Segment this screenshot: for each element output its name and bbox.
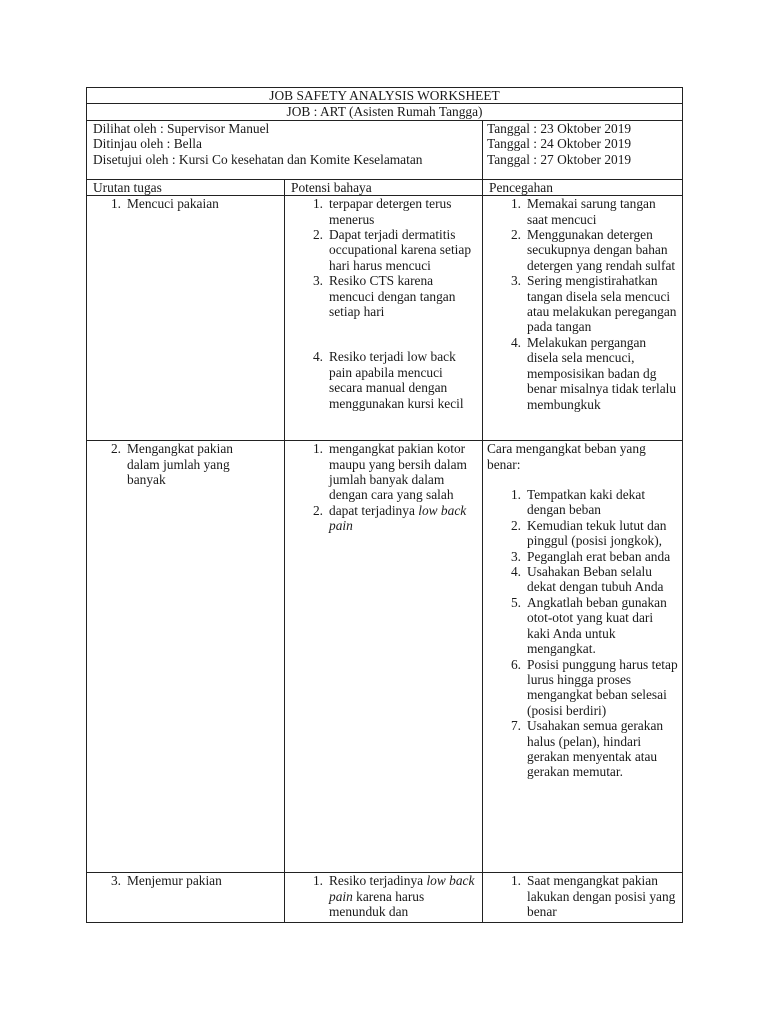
jsa-table <box>86 87 683 923</box>
task-name: Menjemur pakian <box>127 873 222 889</box>
list-item: 5. Angkatlah beban gunakan otot-otot yang kuat dari kaki Anda untuk mengangkat. <box>510 594 667 657</box>
table-row <box>87 196 683 441</box>
approved-by: Disetujui oleh : Kursi Co kesehatan dan Komite Keselamatan <box>93 151 423 167</box>
column-header-hazard: Potensi bahaya <box>285 179 483 195</box>
task-name: Mencuci pakaian <box>127 196 219 212</box>
list-item: 2. Menggunakan detergen secukupnya dengan bahan detergen yang rendah sulfat <box>510 227 676 273</box>
task-name: Mengangkat pakian dalam jumlah yang banyak <box>127 441 233 488</box>
reviewed-by: Ditinjau oleh : Bella <box>93 136 202 152</box>
list-item: 2. Dapat terjadi dermatitis occupational karena setiap hari harus mencuci <box>312 227 472 273</box>
list-item: 7. Usahakan semua gerakan halus (pelan), hindari gerakan menyentak atau gerakan memutar. <box>510 718 664 780</box>
signoff-block <box>87 120 483 179</box>
date-seen: Tanggal : 23 Oktober 2019 <box>487 120 632 136</box>
list-item: 6. Posisi punggung harus tetap lurus hingga proses mengangkat beban selesai (posisi berdiri) <box>510 656 678 718</box>
list-item: 3. Peganglah erat beban anda <box>510 548 671 564</box>
list-item: 2. Kemudian tekuk lutut dan pinggul (posisi jongkok), <box>510 517 667 549</box>
list-item: 1. mengangkat pakian kotor maupu yang bersih dalam jumlah banyak dalam dengan cara yang salah <box>312 441 467 503</box>
date-approved: Tanggal : 27 Oktober 2019 <box>487 151 632 167</box>
column-header-prevention: Pencegahan <box>483 179 683 195</box>
list-item: 4. Melakukan pergangan disela sela mencuci, memposisikan badan dg benar misalnya tidak terlalu membungkuk <box>510 334 677 412</box>
list-item: 1. terpapar detergen terus menerus <box>312 196 452 227</box>
list-item: 1. Resiko terjadinya low back pain karena harus menunduk dan <box>312 873 475 920</box>
prevention-intro: Cara mengangkat beban yang benar: <box>487 441 646 472</box>
date-reviewed: Tanggal : 24 Oktober 2019 <box>487 136 632 152</box>
list-item: 3. Sering mengistirahatkan tangan disela sela mencuci atau melakukan peregangan pada tangan <box>510 273 677 335</box>
hazard-cell <box>285 441 483 873</box>
seen-by: Dilihat oleh : Supervisor Manuel <box>93 120 270 136</box>
table-row <box>87 873 683 923</box>
list-item: 3. Resiko CTS karena mencuci dengan tangan setiap hari <box>312 273 456 320</box>
list-item: 4. Usahakan Beban selalu dekat dengan tubuh Anda <box>510 564 664 595</box>
prevention-cell <box>483 441 683 873</box>
task-cell <box>87 441 285 873</box>
hazard-cell <box>285 873 483 923</box>
column-header-task: Urutan tugas <box>87 179 285 195</box>
list-item: 1. Memakai sarung tangan saat mencuci <box>510 196 656 227</box>
list-item: 2. dapat terjadinya low back pain <box>312 502 467 534</box>
task-cell <box>87 873 285 923</box>
task-number: 3. <box>110 873 121 889</box>
list-item: 4. Resiko terjadi low back pain apabila mencuci secara manual dengan menggunakan kursi kecil <box>312 349 464 411</box>
prevention-cell <box>483 873 683 923</box>
worksheet-title: JOB SAFETY ANALYSIS WORKSHEET <box>87 88 683 104</box>
task-number: 1. <box>110 196 121 212</box>
table-row <box>87 441 683 873</box>
task-number: 2. <box>110 441 121 457</box>
jsa-worksheet <box>86 87 682 923</box>
list-item: 1. Tempatkan kaki dekat dengan beban <box>510 487 646 518</box>
prevention-cell <box>483 196 683 441</box>
job-title: JOB : ART (Asisten Rumah Tangga) <box>87 104 683 120</box>
list-item: 1. Saat mengangkat pakian lakukan dengan posisi yang benar <box>510 873 676 920</box>
dates-block <box>483 120 683 179</box>
task-cell <box>87 196 285 441</box>
hazard-cell <box>285 196 483 441</box>
